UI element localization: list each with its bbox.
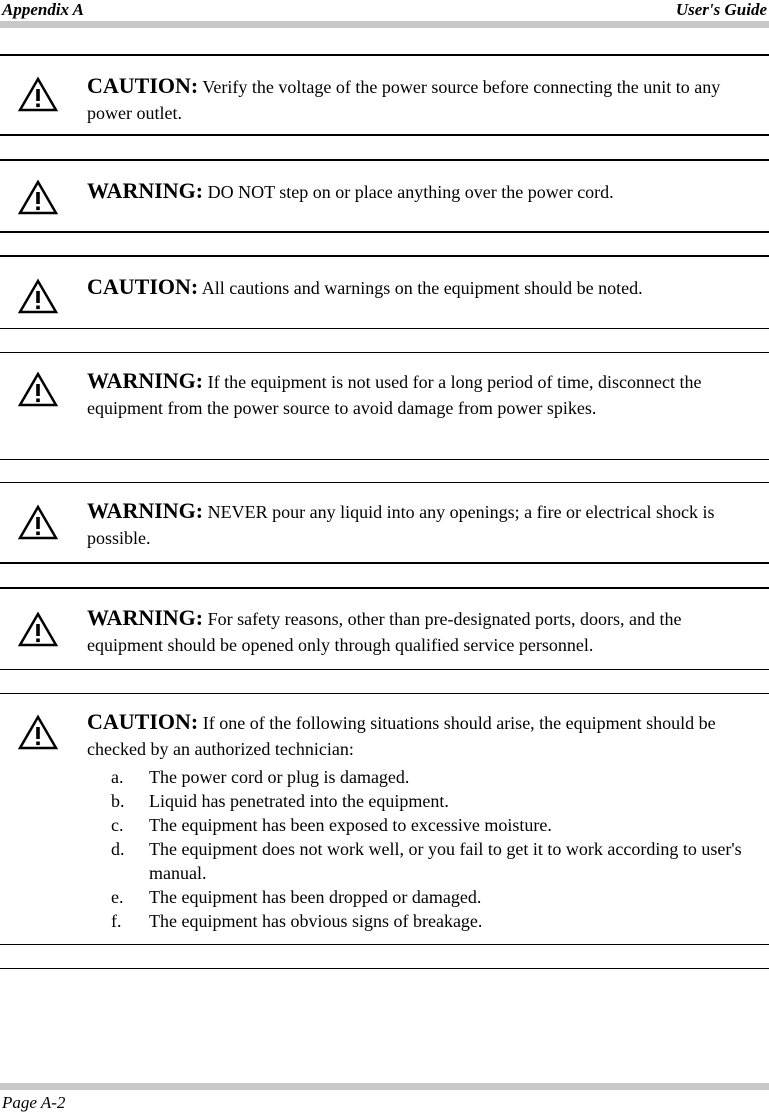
footer-rule <box>0 1083 769 1090</box>
section-divider <box>0 968 769 969</box>
notice-body: If one of the following situations should arise, the equipment should be checked by an authorized technician: <box>87 713 716 759</box>
notice-text <box>87 178 747 205</box>
warning-triangle-icon <box>17 179 59 216</box>
notice-body: Verify the voltage of the power source before connecting the unit to any power outlet. <box>87 77 721 123</box>
notice-label: WARNING: <box>87 178 204 203</box>
situation-list <box>87 765 747 933</box>
warning-triangle-icon <box>17 371 59 408</box>
list-item <box>87 885 747 909</box>
list-item <box>87 765 747 789</box>
list-marker: a. <box>111 767 124 787</box>
notice-label: WARNING: <box>87 368 204 393</box>
caution-notice-voltage <box>0 54 769 136</box>
warning-triangle-icon <box>17 611 59 648</box>
notice-text <box>87 368 747 421</box>
notice-body: DO NOT step on or place anything over the power cord. <box>203 182 614 202</box>
caution-notice-technician-check <box>0 693 769 945</box>
warning-triangle-icon <box>17 714 59 751</box>
list-item <box>87 909 747 933</box>
warning-notice-liquid <box>0 482 769 564</box>
warning-notice-service-personnel <box>0 587 769 670</box>
warning-notice-power-cord <box>0 159 769 233</box>
header-document-title: User's Guide <box>675 0 767 19</box>
notice-body: For safety reasons, other than pre-designated ports, doors, and the equipment should be opened only through qualified service personnel. <box>87 609 682 655</box>
list-item <box>87 813 747 837</box>
notice-text <box>87 498 747 551</box>
list-item <box>87 837 747 885</box>
notice-body: If the equipment is not used for a long period of time, disconnect the equipment from the power source to avoid damage from power spikes. <box>87 372 702 418</box>
list-marker: f. <box>111 911 122 931</box>
notice-text <box>87 73 747 126</box>
list-marker: d. <box>111 839 125 859</box>
page-number: Page A-2 <box>2 1093 66 1112</box>
header-section-title: Appendix A <box>2 0 85 19</box>
list-item-text: The equipment has been dropped or damaged. <box>149 887 482 907</box>
caution-notice-equipment-labels <box>0 255 769 329</box>
notice-text <box>87 274 747 301</box>
list-item-text: The power cord or plug is damaged. <box>149 767 410 787</box>
list-item <box>87 789 747 813</box>
warning-triangle-icon <box>17 504 59 541</box>
list-marker: b. <box>111 791 125 811</box>
warning-triangle-icon <box>17 76 59 113</box>
notice-label: WARNING: <box>87 498 204 523</box>
notice-body: NEVER pour any liquid into any openings; a fire or electrical shock is possible. <box>87 502 715 548</box>
list-item-text: The equipment does not work well, or you fail to get it to work according to user's manual. <box>149 839 742 883</box>
notice-label: CAUTION: <box>87 274 199 299</box>
notice-text <box>87 605 747 658</box>
notice-label: CAUTION: <box>87 73 199 98</box>
list-marker: c. <box>111 815 124 835</box>
warning-triangle-icon <box>17 278 59 315</box>
list-marker: e. <box>111 887 124 907</box>
notice-body: All cautions and warnings on the equipment should be noted. <box>198 278 643 298</box>
notice-label: CAUTION: <box>87 709 199 734</box>
page-header <box>0 0 769 20</box>
warning-notice-long-unused <box>0 352 769 460</box>
list-item-text: Liquid has penetrated into the equipment. <box>149 791 449 811</box>
header-rule <box>0 21 769 28</box>
notice-text <box>87 709 747 933</box>
list-item-text: The equipment has obvious signs of breakage. <box>149 911 483 931</box>
list-item-text: The equipment has been exposed to excessive moisture. <box>149 815 552 835</box>
notice-label: WARNING: <box>87 605 204 630</box>
